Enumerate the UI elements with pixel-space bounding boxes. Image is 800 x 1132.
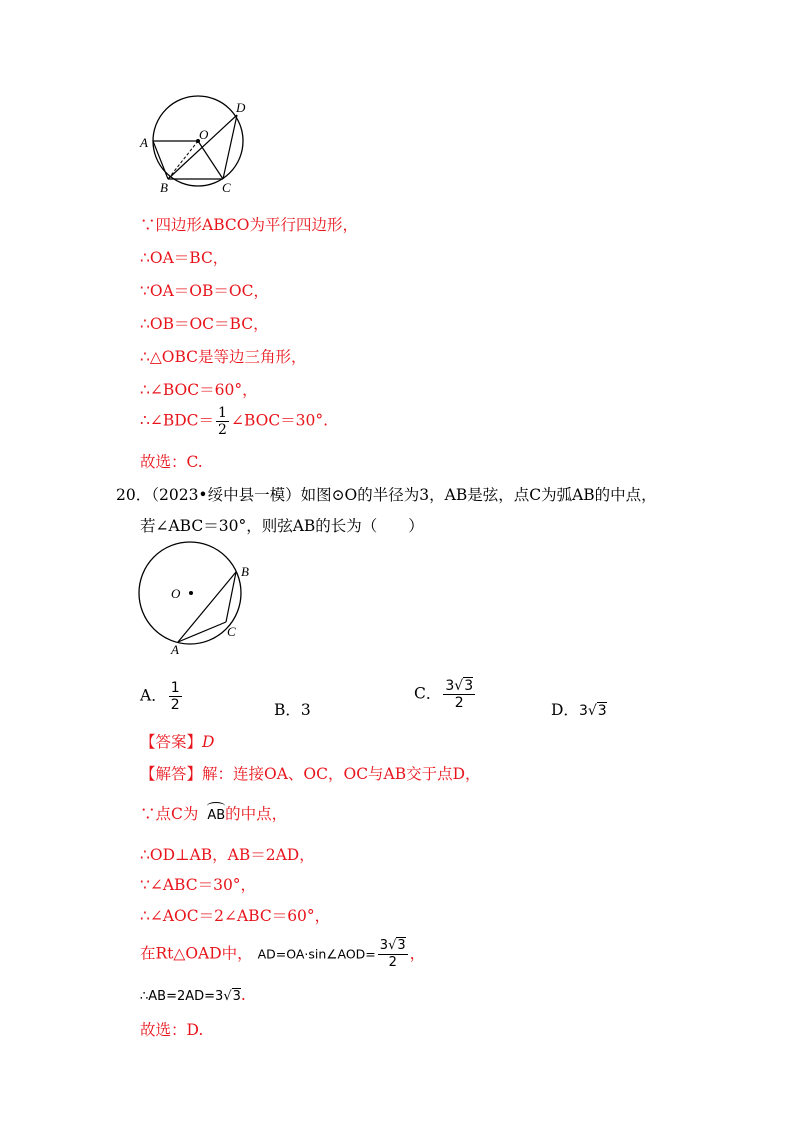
- analysis-line2: ∵点C为 AB的中点，: [140, 802, 287, 824]
- option-a[interactable]: A． $\frac{1}{2}$: [140, 680, 180, 713]
- label-b: B: [160, 180, 168, 195]
- arc-ab: AB: [207, 804, 225, 823]
- label-o: O: [199, 127, 209, 142]
- question20-line2: 若∠ABC＝30°，则弦AB的长为（ ）: [140, 517, 424, 535]
- analysis-line6: 在Rt△OAD中， AD=OA·sin∠AOD= $\frac{3√3}{2}$ ，: [140, 938, 426, 970]
- label-d: D: [236, 100, 246, 115]
- answer-line: 【答案】D: [140, 733, 215, 751]
- label-b2: B: [241, 564, 249, 579]
- fraction-half: $\frac{1}{2}$: [218, 405, 227, 438]
- analysis-line5: ∴∠AOC＝2∠ABC＝60°，: [140, 907, 331, 925]
- figure-parallelogram-circle: [135, 95, 255, 195]
- option-c[interactable]: C． $\frac{3√3}{2}$: [414, 678, 474, 711]
- solution1-line3: ∵OA＝OB＝OC，: [140, 282, 269, 300]
- option-b[interactable]: B．3: [274, 701, 311, 719]
- solution1-line2: ∴OA＝BC，: [140, 249, 229, 267]
- option-d[interactable]: D．3√3: [551, 701, 607, 719]
- analysis-line1: 【解答】解：连接OA、OC，OC与AB交于点D，: [140, 765, 481, 783]
- solution1-line6: ∴∠BOC＝60°，: [140, 381, 258, 399]
- analysis-line4: ∵∠ABC＝30°，: [140, 876, 257, 894]
- analysis-line3: ∴OD⊥AB，AB＝2AD，: [140, 846, 315, 864]
- figure-circle-chord: [135, 538, 265, 660]
- solution1-line1: ∵四边形ABCO为平行四边形，: [140, 216, 358, 234]
- analysis-line8: 故选：D.: [140, 1021, 204, 1039]
- solution1-line5: ∴△OBC是等边三角形，: [140, 348, 307, 366]
- analysis-line7: ∴AB=2AD=3√3.: [140, 986, 246, 1004]
- label-c: C: [222, 180, 231, 195]
- label-c2: C: [227, 624, 236, 639]
- label-a: A: [140, 135, 148, 150]
- solution1-line8: 故选：C.: [140, 453, 203, 471]
- label-a2: A: [171, 642, 179, 657]
- solution1-line7: ∴∠BDC＝ $\frac{1}{2}$ ∠BOC＝30°.: [140, 405, 329, 438]
- solution1-line4: ∴OB＝OC＝BC，: [140, 315, 269, 333]
- question20-line1: 20．（2023•绥中县一模）如图⊙O的半径为3，AB是弦，点C为弧AB的中点，: [116, 486, 657, 504]
- label-o2: O: [171, 586, 181, 601]
